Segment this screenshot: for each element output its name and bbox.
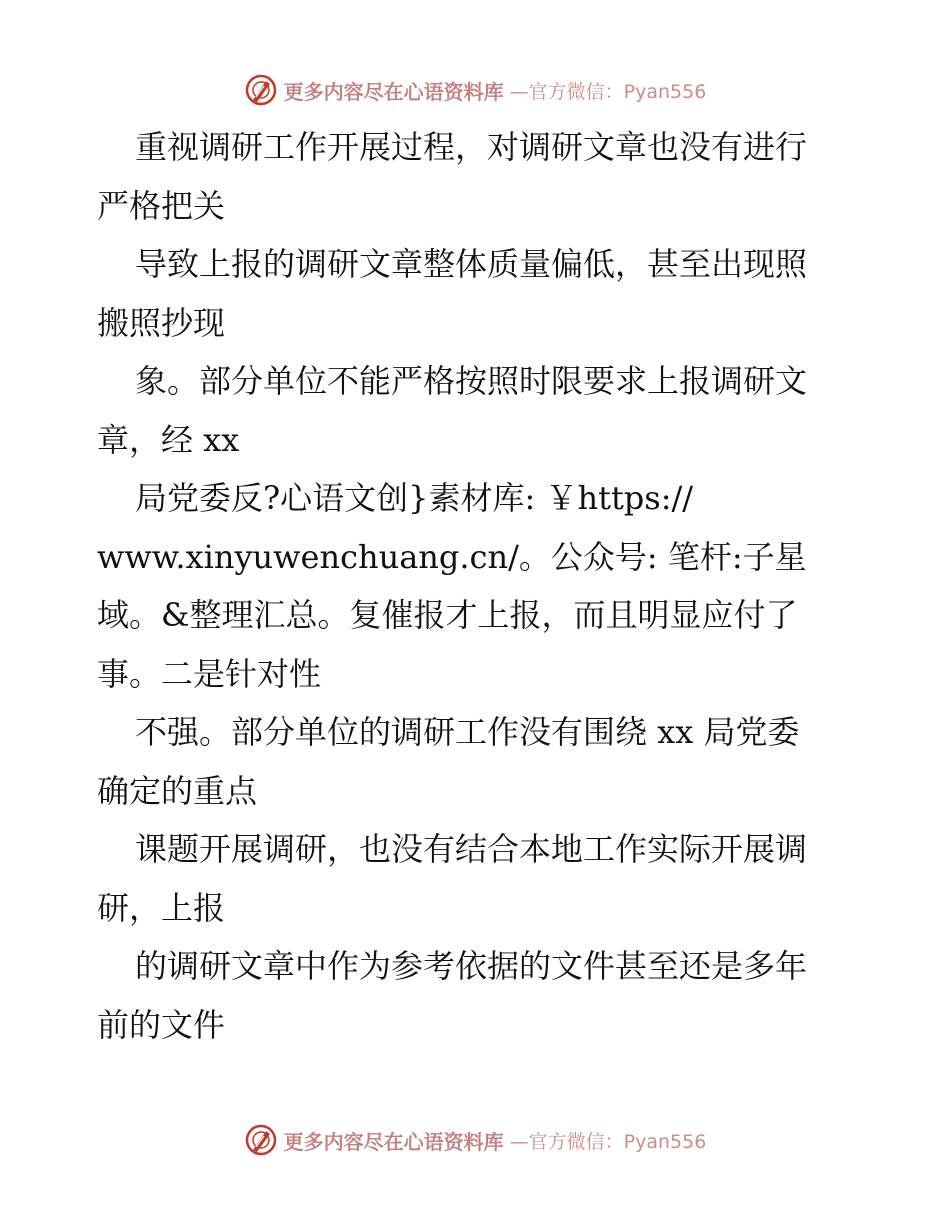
header-banner-wechat: —官方微信：Pyan556 (509, 80, 707, 103)
paragraph-line: 研，上报 (97, 888, 226, 927)
paragraph-line: www.xinyuwenchuang.cn/。公众号: 笔杆:子星 (97, 537, 807, 576)
paragraph-line: 象。部分单位不能严格按照时限要求上报调研文 (135, 362, 808, 400)
paragraph-line: 域。&整理汇总。复催报才上报，而且明显应付了 (97, 596, 798, 634)
paragraph-line: 课题开展调研，也没有结合本地工作实际开展调 (135, 830, 808, 868)
paragraph-line: 局党委反?心语文创}素材库: ￥https:// (135, 479, 694, 517)
paragraph-line: 前的文件 (97, 1005, 226, 1044)
paragraph-line: 搬照抄现 (97, 303, 226, 342)
paragraph-line: 不强。部分单位的调研工作没有围绕 xx 局党委 (135, 713, 800, 751)
paragraph-line: 确定的重点 (97, 771, 258, 810)
paragraph-line: 导致上报的调研文章整体质量偏低，甚至出现照 (135, 245, 808, 283)
quill-logo-icon (244, 1123, 278, 1157)
paragraph-line: 严格把关 (97, 186, 226, 225)
quill-logo-icon (244, 73, 278, 107)
paragraph-line: 章，经 xx (97, 420, 240, 459)
paragraph-line: 重视调研工作开展过程，对调研文章也没有进行 (135, 128, 808, 166)
paragraph-line: 事。二是针对性 (97, 654, 322, 693)
document-body (97, 118, 857, 1054)
paragraph-line: 的调研文章中作为参考依据的文件甚至还是多年 (135, 947, 808, 985)
header-banner (0, 70, 950, 110)
footer-banner-title: 更多内容尽在心语资料库 (283, 1129, 504, 1154)
footer-banner (0, 1120, 950, 1160)
footer-banner-wechat: —官方微信：Pyan556 (509, 1130, 707, 1153)
header-banner-title: 更多内容尽在心语资料库 (283, 79, 504, 104)
